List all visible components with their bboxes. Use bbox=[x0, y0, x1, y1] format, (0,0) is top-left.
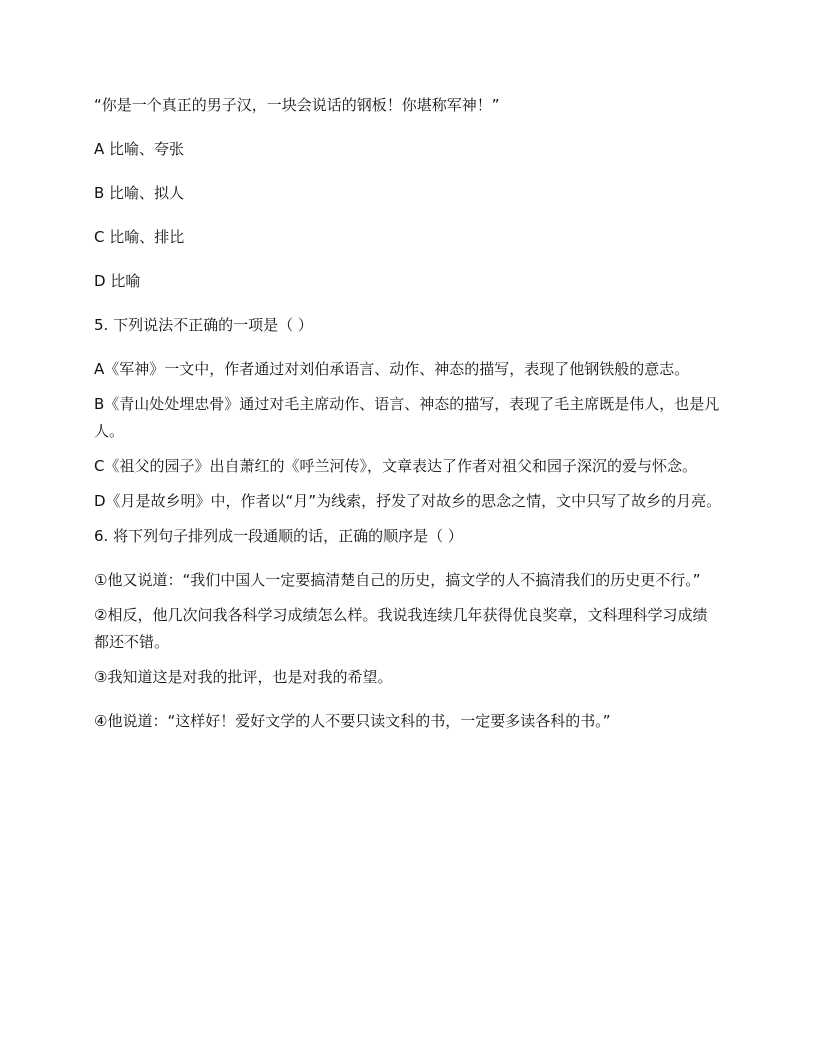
document-content bbox=[94, 92, 722, 752]
q5-option-d: D《月是故乡明》中，作者以“月”为线索，抒发了对故乡的思念之情，文中只写了故乡的月亮。 bbox=[94, 492, 722, 510]
question-5: 5. 下列说法不正确的一项是（ ） bbox=[94, 316, 313, 334]
q5-option-c: C《祖父的园子》出自萧红的《呼兰河传》，文章表达了作者对祖父和园子深沉的爱与怀念。 bbox=[94, 457, 697, 475]
quoted-sentence: “你是一个真正的男子汉，一块会说话的钢板！你堪称军神！” bbox=[94, 96, 500, 114]
option-d: D 比喻 bbox=[94, 272, 141, 290]
sentence-3: ③我知道这是对我的批评，也是对我的希望。 bbox=[94, 668, 393, 686]
option-c: C 比喻、排比 bbox=[94, 228, 185, 246]
option-a: A 比喻、夸张 bbox=[94, 140, 185, 158]
q5-option-b: B《青山处处埋忠骨》通过对毛主席动作、语言、神态的描写，表现了毛主席既是伟人，也是凡人。 bbox=[94, 395, 720, 440]
sentence-2: ②相反，他几次问我各科学习成绩怎么样。我说我连续几年获得优良奖章，文科理科学习成绩都还不错。 bbox=[94, 606, 708, 651]
question-6: 6. 将下列句子排列成一段通顺的话，正确的顺序是（ ） bbox=[94, 527, 463, 545]
q5-option-a: A《军神》一文中，作者通过对刘伯承语言、动作、神态的描写，表现了他钢铁般的意志。 bbox=[94, 360, 690, 378]
sentence-1: ①他又说道：“我们中国人一定要搞清楚自己的历史，搞文学的人不搞清我们的历史更不行。” bbox=[94, 571, 701, 589]
option-b: B 比喻、拟人 bbox=[94, 184, 185, 202]
sentence-4: ④他说道：“这样好！爱好文学的人不要只读文科的书，一定要多读各科的书。” bbox=[94, 712, 611, 730]
